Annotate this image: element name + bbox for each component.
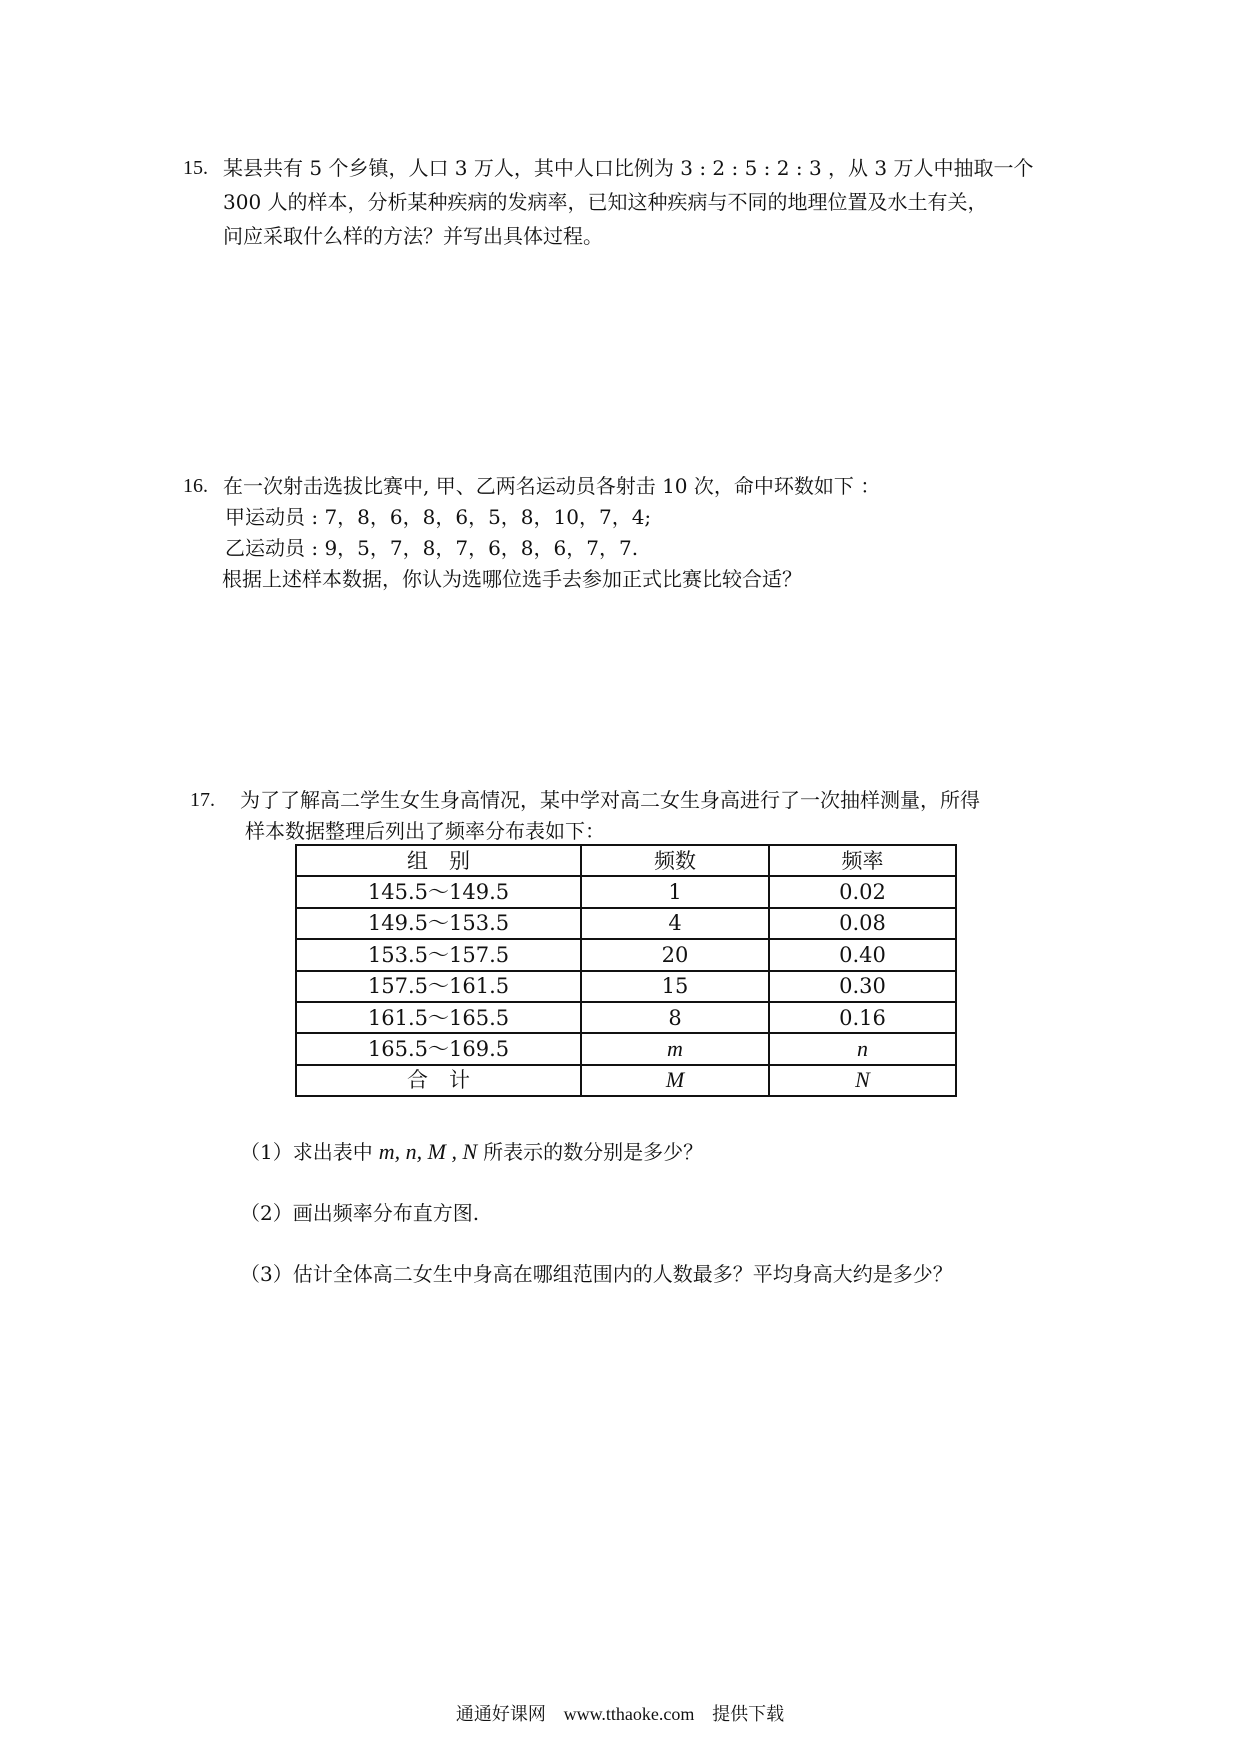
question-number: 17. [190, 789, 215, 811]
frequency-distribution-table [295, 844, 957, 1097]
count-cell-unknown: m [581, 1033, 769, 1064]
rate-cell-unknown: n [769, 1033, 956, 1064]
question-number: 15. [183, 157, 208, 179]
column-header-group: 组 别 [296, 845, 581, 876]
table-row [296, 939, 956, 970]
count-cell: 15 [581, 971, 769, 1002]
table-row [296, 908, 956, 939]
table-row [296, 876, 956, 907]
question-number: 16. [183, 475, 208, 497]
rate-cell: 0.30 [769, 971, 956, 1002]
table-header-row [296, 845, 956, 876]
table-row [296, 1002, 956, 1033]
group-cell: 161.5～165.5 [296, 1002, 581, 1033]
column-header-frequency-rate: 频率 [769, 845, 956, 876]
subquestion-label: （2） [240, 1201, 293, 1225]
subquestion-3 [240, 1259, 953, 1289]
subquestion-label: （3） [240, 1262, 293, 1286]
group-cell: 157.5～161.5 [296, 971, 581, 1002]
total-rate-cell: N [769, 1065, 956, 1096]
question-text-line: 在一次射击选拔比赛中, 甲、乙两名运动员各射击 10 次，命中环数如下 ： [223, 474, 881, 498]
subquestion-text: 画出频率分布直方图. [292, 1201, 480, 1225]
column-header-frequency-count: 频数 [581, 845, 769, 876]
subquestion-text: 所表示的数分别是多少？ [483, 1140, 704, 1164]
question-text-line: 样本数据整理后列出了频率分布表如下： [245, 819, 605, 843]
rate-cell: 0.08 [769, 908, 956, 939]
count-cell: 4 [581, 908, 769, 939]
question-text-line: 为了了解高二学生女生身高情况，某中学对高二女生身高进行了一次抽样测量，所得 [240, 788, 980, 812]
subquestion-text: 求出表中 [292, 1140, 373, 1164]
group-cell: 153.5～157.5 [296, 939, 581, 970]
footer-suffix: 提供下载 [712, 1704, 785, 1725]
question-text-line: 根据上述样本数据，你认为选哪位选手去参加正式比赛比较合适？ [222, 567, 802, 591]
subquestion-1 [240, 1137, 703, 1167]
footer-url: www.tthaoke.com [563, 1704, 695, 1724]
count-cell: 1 [581, 876, 769, 907]
count-cell: 20 [581, 939, 769, 970]
rate-cell: 0.02 [769, 876, 956, 907]
athlete-b-scores: 乙运动员 : 9，5，7，8，7，6，8，6，7，7. [225, 536, 639, 560]
count-cell: 8 [581, 1002, 769, 1033]
total-label-cell: 合 计 [296, 1065, 581, 1096]
subquestion-text: 估计全体高二女生中身高在哪组范围内的人数最多？平均身高大约是多少？ [292, 1262, 953, 1286]
subquestion-variables: m, n, M , N [378, 1139, 478, 1164]
table-total-row [296, 1065, 956, 1096]
table-row [296, 971, 956, 1002]
subquestion-2 [240, 1198, 479, 1228]
rate-cell: 0.16 [769, 1002, 956, 1033]
group-cell: 145.5～149.5 [296, 876, 581, 907]
total-count-cell: M [581, 1065, 769, 1096]
rate-cell: 0.40 [769, 939, 956, 970]
subquestion-label: （1） [240, 1140, 293, 1164]
question-text-line: 300 人的样本，分析某种疾病的发病率，已知这种疾病与不同的地理位置及水土有关， [223, 190, 988, 214]
question-text-line: 某县共有 5 个乡镇，人口 3 万人，其中人口比例为 3 : 2 : 5 : 2 : 3 ，从 3 万人中抽取一个 [223, 156, 1034, 180]
athlete-a-scores: 甲运动员 : 7，8，6，8，6，5，8，10，7，4; [225, 505, 652, 529]
group-cell: 149.5～153.5 [296, 908, 581, 939]
question-text-line: 问应采取什么样的方法？并写出具体过程。 [223, 224, 603, 248]
page-footer [0, 1700, 1240, 1726]
table-row [296, 1033, 956, 1064]
footer-site-name: 通通好课网 [455, 1704, 546, 1725]
group-cell: 165.5～169.5 [296, 1033, 581, 1064]
